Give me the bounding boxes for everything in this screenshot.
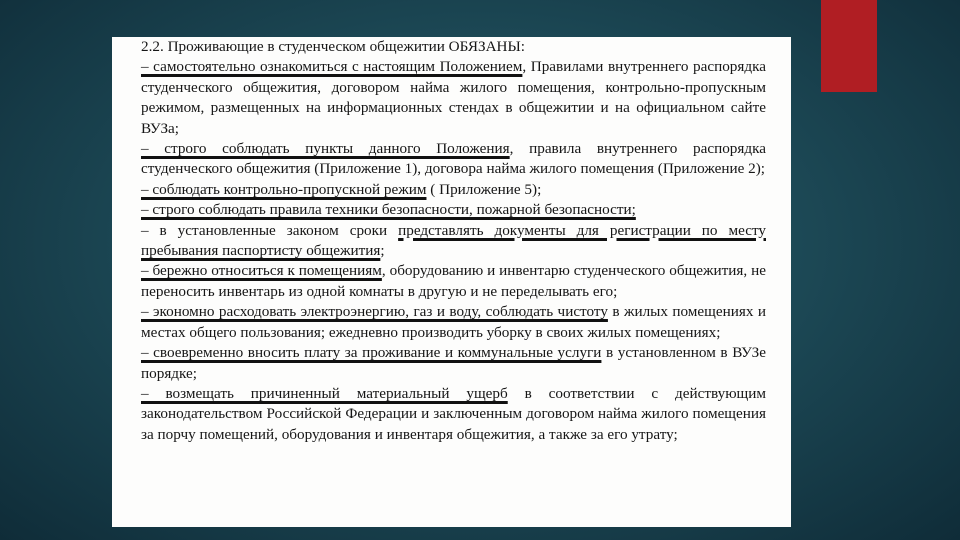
underlined-text: – соблюдать контрольно-пропускной режим [141,180,427,198]
underlined-text: представлять документы для регистрации по месту пребывания паспортисту общежития [141,221,766,260]
obligation-item [141,343,766,384]
item-text: ( Приложение 5); [426,180,542,198]
item-text: , правила внутреннего распорядка студенческого общежития (Приложение 1), договора найма жилого помещения (Приложение 2); [141,140,766,178]
item-text: , оборудованию и инвентарю студенческого общежития, не переносить инвентарь из одной комнаты в другую и не переделывать его; [141,262,767,300]
obligation-item [141,139,766,180]
underlined-text: – строго соблюдать пункты данного Положения [141,140,510,158]
obligation-item [141,57,766,139]
obligation-item [141,302,766,343]
obligation-item [141,261,766,302]
item-prefix: – в установленные законом сроки [141,221,399,239]
underlined-text: – экономно расходовать электроэнергию, газ и воду, соблюдать чистоту [141,303,608,321]
item-text: ; [380,242,385,260]
section-heading: 2.2. Проживающие в студенческом общежитии ОБЯЗАНЫ: [141,38,525,55]
obligation-item [141,384,766,445]
obligation-item [141,221,766,262]
obligation-item [141,200,766,220]
underlined-text: – бережно относиться к помещениям [141,262,382,280]
underlined-text: – возмещать причиненный материальный ущерб [141,384,508,402]
obligation-item [141,180,766,200]
document-text [141,37,766,445]
item-text: в соответствии с действующим законодательством Российской Федерации и заключенным договором найма жилого помещения за порчу помещений, оборудования и инвентаря общежития, а также за его утрату; [141,384,766,443]
accent-bar [821,0,877,92]
underlined-text: – самостоятельно ознакомиться с настоящим Положением [141,58,523,76]
item-text: в установленном в ВУЗе порядке; [141,344,766,382]
underlined-text: – строго соблюдать правила техники безопасности, пожарной безопасности; [141,201,636,219]
underlined-text: – своевременно вносить плату за проживание и коммунальные услуги [141,344,602,362]
document-scan [112,37,791,527]
item-text: , Правилами внутреннего распорядка студенческого общежития, договором найма жилого помещения, контрольно-пропускным режимом, размещенных на информационных стендах в общежитии и на официальном сайте ВУЗа; [141,58,766,137]
item-text: в жилых помещениях и местах общего пользования; ежедневно производить уборку в своих жилых помещениях; [141,303,766,341]
